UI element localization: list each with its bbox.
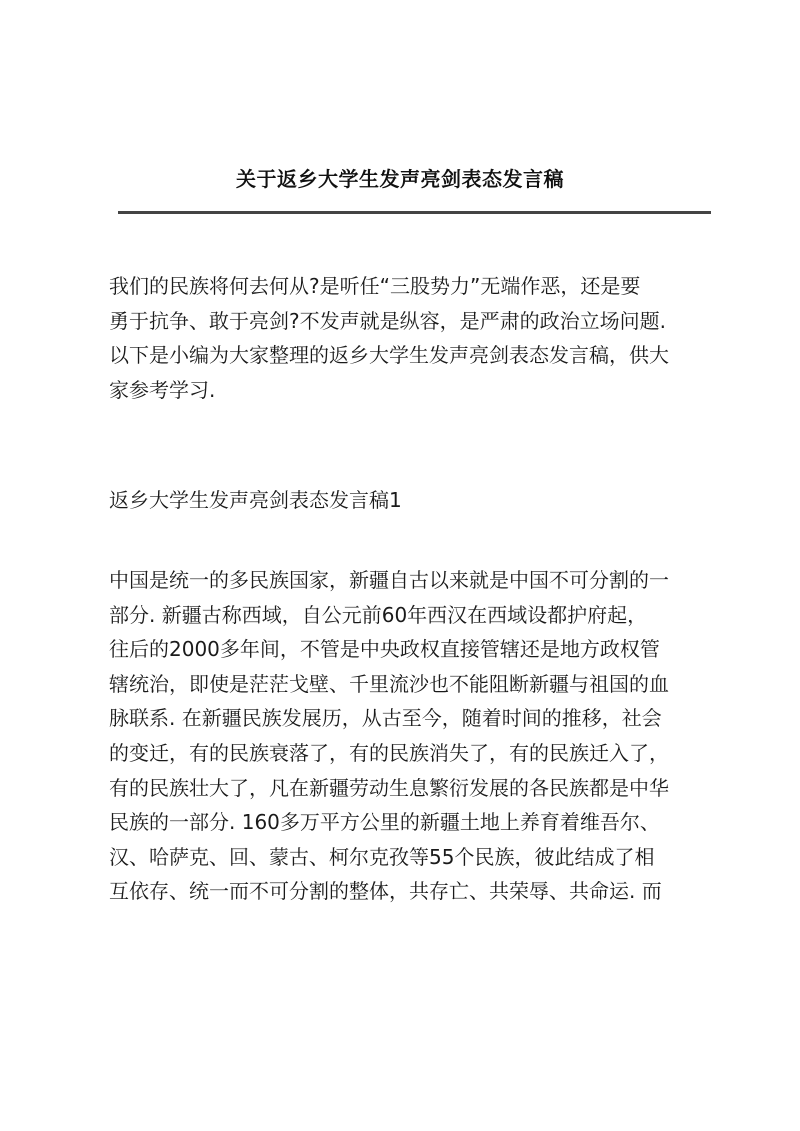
body-paragraph: [109, 563, 701, 909]
intro-line: 以下是小编为大家整理的返乡大学生发声亮剑表态发言稿，供大: [109, 343, 669, 368]
body-line: 部分. 新疆古称西域，自公元前60年西汉在西域设都护府起，: [109, 602, 648, 627]
body-line: 脉联系. 在新疆民族发展历，从古至今，随着时间的推移，社会: [109, 706, 662, 731]
body-line: 往后的2000多年间，不管是中央政权直接管辖还是地方政权管: [109, 637, 660, 662]
intro-line: 家参考学习.: [109, 377, 216, 402]
section-heading-text: 返乡大学生发声亮剑表态发言稿1: [109, 488, 402, 512]
body-line: 互依存、统一而不可分割的整体，共存亡、共荣辱、共命运. 而: [109, 879, 662, 904]
section-heading: [109, 483, 701, 518]
title-underline-divider: [118, 211, 711, 214]
intro-line: 我们的民族将何去何从?是听任“三股势力”无端作恶，还是要: [109, 274, 641, 298]
body-line: 汉、哈萨克、回、蒙古、柯尔克孜等55个民族，彼此结成了相: [109, 844, 655, 869]
intro-paragraph: [109, 269, 701, 407]
body-line: 有的民族壮大了，凡在新疆劳动生息繁衍发展的各民族都是中华: [109, 775, 669, 800]
body-line: 的变迁，有的民族衰落了，有的民族消失了，有的民族迁入了，: [109, 740, 669, 765]
intro-line: 勇于抗争、敢于亮剑?不发声就是纵容，是严肃的政治立场问题.: [109, 308, 666, 333]
body-line: 民族的一部分. 160多万平方公里的新疆土地上养育着维吾尔、: [109, 810, 660, 835]
document-title: 关于返乡大学生发声亮剑表态发言稿: [236, 167, 564, 191]
body-line: 辖统治，即使是茫茫戈壁、千里流沙也不能阻断新疆与祖国的血: [109, 671, 669, 696]
body-line: 中国是统一的多民族国家，新疆自古以来就是中国不可分割的一: [109, 568, 669, 592]
